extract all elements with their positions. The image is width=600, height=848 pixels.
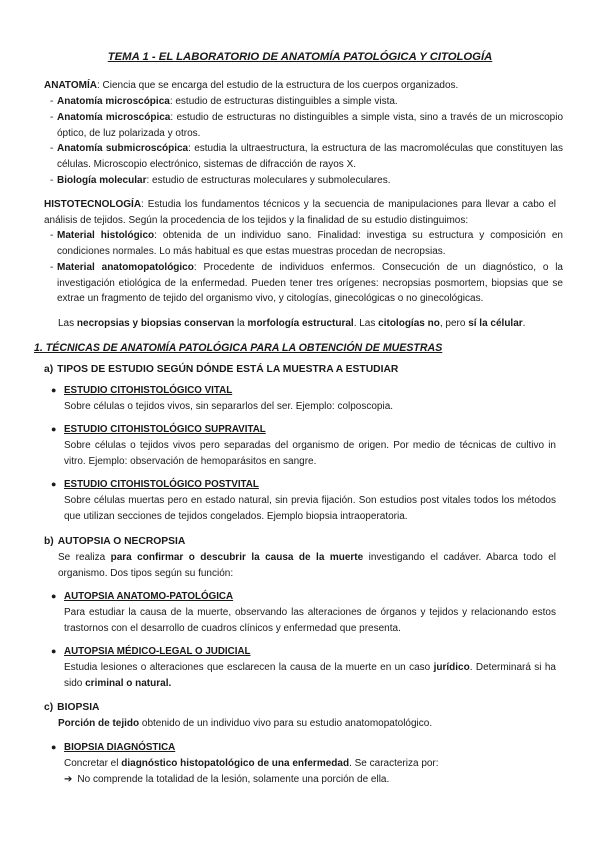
bullet-icon: ● — [51, 479, 57, 489]
list-item-text: Sobre células o tejidos vivos, sin separarlos del ser. Ejemplo: colposcopia. — [64, 401, 394, 412]
anatomia-item: - Anatomía microscópica: estudio de estructuras distinguibles a simple vista. — [50, 96, 398, 107]
list-item-text: Concretar el diagnóstico histopatológico de una enfermedad. Se caracteriza por: — [64, 758, 439, 769]
list-item-text: Sobre células muertas pero en estado natural, sin previa fijación. Son estudios post vitales todos los métodos que utilizan secciones de tejidos congelados. Ejemplo biopsia intraoperatoria. — [64, 495, 556, 522]
bullet-icon: ● — [51, 424, 57, 434]
histotecnologia-term: HISTOTECNOLOGÍA — [44, 199, 142, 210]
arrow-icon: ➔ — [64, 774, 73, 785]
bullet-icon: ● — [51, 591, 57, 601]
histo-summary: Las necropsias y biopsias conservan la morfología estructural. Las citologías no, pero sí la célular. — [58, 318, 526, 329]
bullet-icon: ● — [51, 742, 57, 752]
page-title: TEMA 1 - EL LABORATORIO DE ANATOMÍA PATOLÓGICA Y CITOLOGÍA — [107, 51, 493, 63]
bullet-icon: ● — [51, 385, 57, 395]
list-item-text: Sobre células o tejidos vivos pero separadas del organismo de origen. Por medio de técnicas de cultivo in vitro. Ejemplo: observación de hemoparásitos en sangre. — [64, 440, 556, 467]
list-item-text: Estudia lesiones o alteraciones que esclarecen la causa de la muerte en un caso jurídico. Determinará si ha sido criminal o natural. — [64, 662, 556, 689]
section-heading: 1. TÉCNICAS DE ANATOMÍA PATOLÓGICA PARA LA OBTENCIÓN DE MUESTRAS — [34, 342, 443, 354]
list-item-title: ● AUTOPSIA MÉDICO-LEGAL O JUDICIAL — [64, 644, 554, 660]
list-item-text: Para estudiar la causa de la muerte, observando las alteraciones de órganos y tejidos y relacionando estos trastornos con el desarrollo de cuadros clínicos y enfermedad que presenta. — [64, 607, 556, 634]
list-item-title: ● ESTUDIO CITOHISTOLÓGICO SUPRAVITAL — [64, 422, 554, 438]
list-item-title: ● AUTOPSIA ANATOMO-PATOLÓGICA — [64, 589, 554, 605]
biopsia-intro: Porción de tejido obtenido de un individuo vivo para su estudio anatomopatológico. — [58, 718, 433, 729]
subsection-heading: a) TIPOS DE ESTUDIO SEGÚN DÓNDE ESTÁ LA MUESTRA A ESTUDIAR — [44, 364, 399, 375]
list-item-title: ● ESTUDIO CITOHISTOLÓGICO POSTVITAL — [64, 477, 554, 493]
anatomia-term: ANATOMÍA — [44, 80, 97, 91]
sub-list-item: ➔ No comprende la totalidad de la lesión, solamente una porción de ella. — [64, 774, 390, 785]
list-item-title: ● ESTUDIO CITOHISTOLÓGICO VITAL — [64, 383, 554, 399]
anatomia-item: - Anatomía submicroscópica: estudia la ultraestructura, la estructura de las macromoléculas que constituyen las células. Microscopio electrónico, sistemas de difracción de rayos X. — [50, 143, 563, 170]
anatomia-definition: ANATOMÍA: Ciencia que se encarga del estudio de la estructura de los cuerpos organizados. — [44, 80, 459, 91]
histo-item: - Material anatomopatológico: Procedente de individuos enfermos. Consecución de un diagnóstico, o la investigación etiológica de la enfermedad. Pueden tener tres orígenes: necropsias posmortem, biopsias que se extrae un fragmento de tejido del organismo vivo, y citologías, ginecológicas o no ginecológicas. — [50, 262, 563, 304]
bullet-icon: ● — [51, 646, 57, 656]
anatomia-item: - Biología molecular: estudio de estructuras moleculares y submoleculares. — [50, 175, 391, 186]
list-item-title: ● BIOPSIA DIAGNÓSTICA — [64, 740, 554, 756]
histotecnologia-definition: HISTOTECNOLOGÍA: Estudia los fundamentos técnicos y la secuencia de manipulaciones para llevar a cabo el análisis de tejidos. Según la procedencia de los tejidos y la finalidad de su estudio distinguimos: — [44, 199, 556, 226]
subsection-heading: b) AUTOPSIA O NECROPSIA — [44, 536, 186, 547]
histo-item: - Material histológico: obtenida de un individuo sano. Finalidad: investiga su estructura y composición en condiciones normales. Lo más habitual es que estas muestras procedan de necropsias. — [50, 230, 563, 257]
anatomia-item: - Anatomía microscópica: estudio de estructuras no distinguibles a simple vista, sino a través de un microscopio óptico, de luz polarizada y otros. — [50, 112, 564, 139]
subsection-heading: c) BIOPSIA — [44, 702, 100, 713]
autopsia-intro: Se realiza para confirmar o descubrir la causa de la muerte investigando el cadáver. Abarca todo el organismo. Dos tipos según su función: — [58, 552, 556, 579]
